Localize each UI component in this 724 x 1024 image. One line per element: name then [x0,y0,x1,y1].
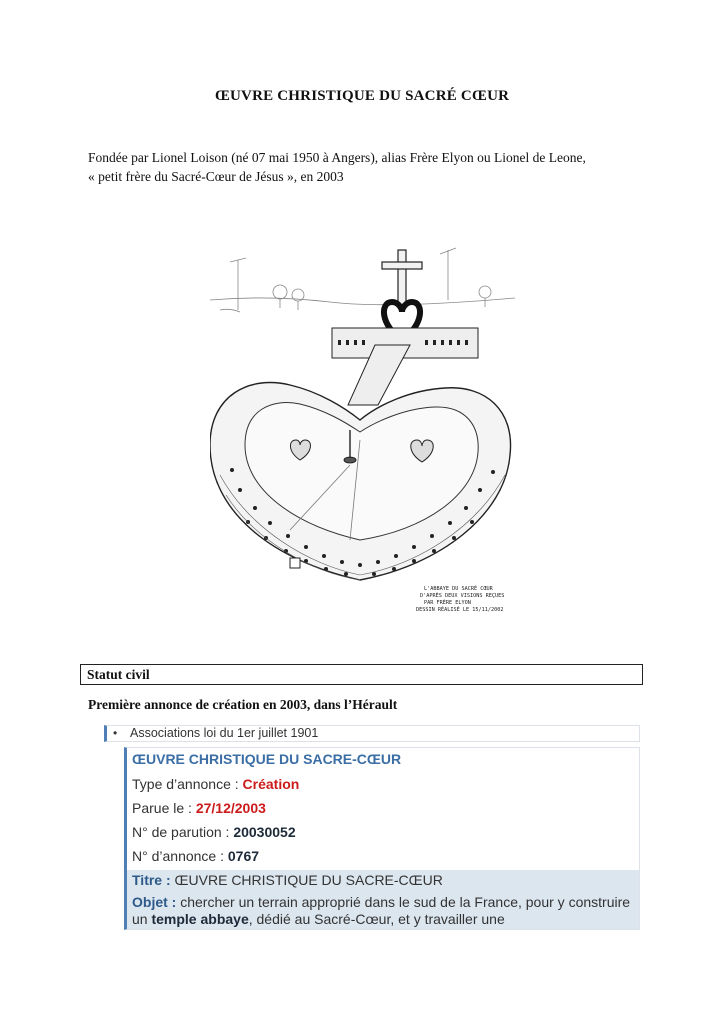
annonce-numero-label: N° d’annonce : [132,848,228,864]
annonce-titre-label: Titre : [132,872,175,888]
association-type-row [104,725,640,742]
annonce-parution-row [132,824,296,840]
annonce-parue-label: Parue le : [132,800,196,816]
annonce-parution-value: 20030052 [233,824,296,840]
annonce-objet-bold: temple abbaye [151,911,249,927]
statut-civil-heading: Statut civil [80,664,643,685]
intro-paragraph [88,148,648,186]
annonce-parution-label: N° de parution : [132,824,234,840]
drawing-caption-line-1: L'ABBAYE DU SACRÉ CŒUR [424,586,493,592]
annonce-objet-text-2: , dédié au Sacré-Cœur, et y travailler une [248,911,505,927]
annonce-titre-row [132,872,443,888]
intro-line-2: « petit frère du Sacré-Cœur de Jésus », en 2003 [88,169,344,184]
annonce-parue-row [132,800,266,816]
drawing-caption-line-4: DESSIN RÉALISÉ LE 15/11/2002 [416,607,504,613]
annonce-type-value: Création [242,776,300,792]
annonce-type-label: Type d’annonce : [132,776,243,792]
annonce-titre-value: ŒUVRE CHRISTIQUE DU SACRE-CŒUR [174,872,443,888]
annonce-objet-label: Objet : [132,894,181,910]
intro-line-1: Fondée par Lionel Loison (né 07 mai 1950 à Angers), alias Frère Elyon ou Lionel de Leone, [88,150,586,165]
annonce-numero-row [132,848,259,864]
abbey-drawing [210,240,515,622]
drawing-caption-line-3: PAR FRÈRE ELYON [424,600,471,606]
association-type-text: Associations loi du 1er juillet 1901 [130,726,319,740]
annonce-objet-paragraph [132,894,632,928]
document-title: ŒUVRE CHRISTIQUE DU SACRÉ CŒUR [214,88,510,104]
premiere-annonce-heading: Première annonce de création en 2003, dans l’Hérault [88,697,398,712]
annonce-objet-text-1: chercher un terrain approprié dans le sud de la France, pour y construire un [132,894,631,927]
annonce-type-row [132,776,299,792]
annonce-numero-value: 0767 [227,848,260,864]
drawing-caption-line-2: D'APRÈS DEUX VISIONS REÇUES [420,593,505,599]
annonce-parue-value: 27/12/2003 [195,800,266,816]
bullet-icon: • [113,726,118,740]
annonce-association-name: ŒUVRE CHRISTIQUE DU SACRE-CŒUR [132,751,402,767]
annonce-card [124,747,640,930]
